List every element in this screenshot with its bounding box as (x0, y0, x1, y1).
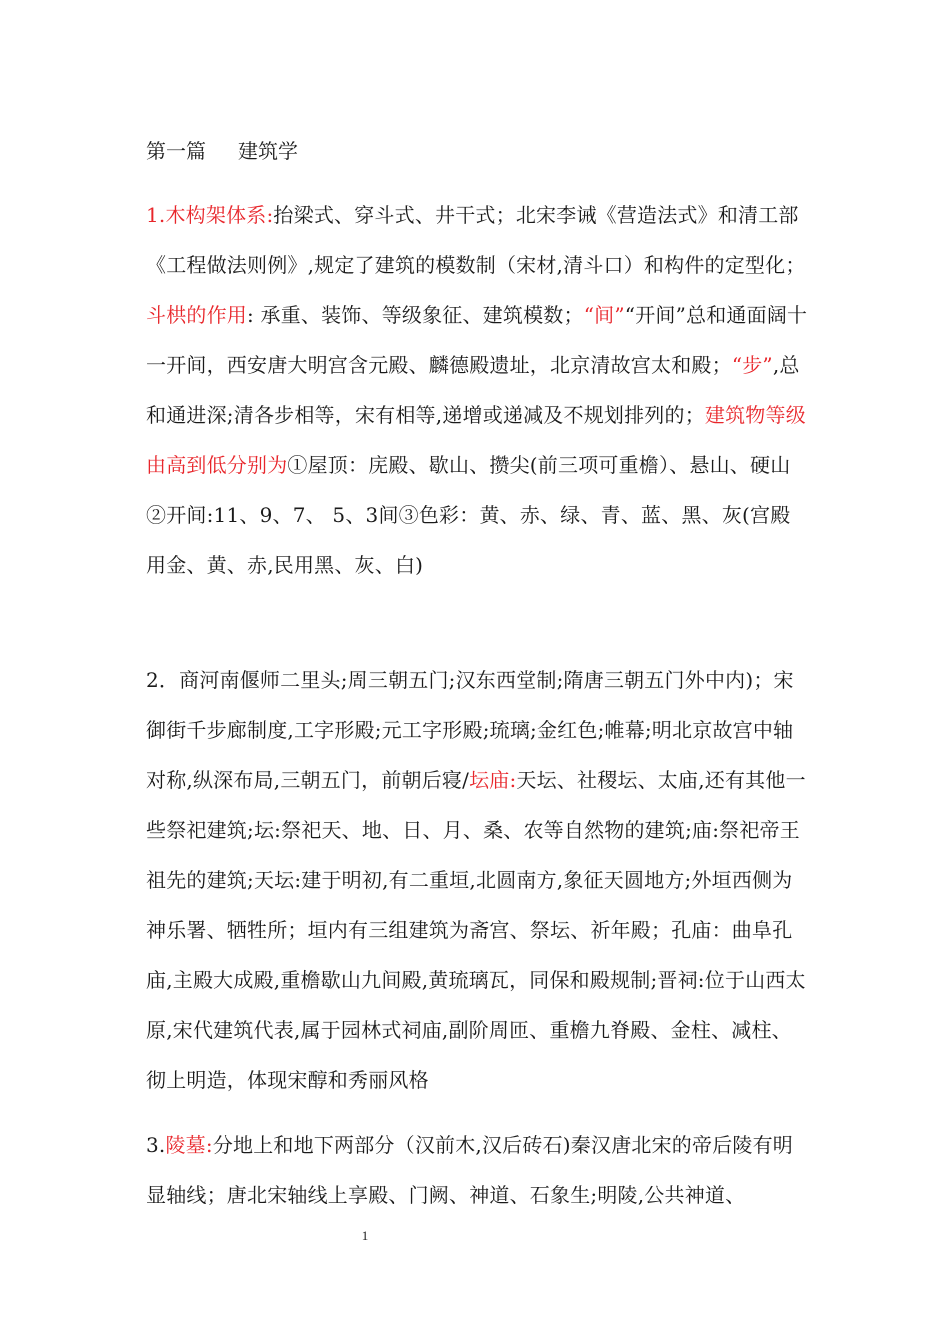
highlighted-term: “步” (731, 353, 773, 377)
highlighted-term: 1.木构架体系: (146, 203, 274, 227)
body-text: 抬梁式、穿斗式、井干式；北宋李诫《营造法式》和清工部《工程做法则例》,规定了建筑的模数制（宋材,清斗口）和构件的定型化； (146, 203, 806, 277)
body-text: ,总和通进深;清各步相等，宋有相等,递增或递减及不规划排列的； (146, 353, 800, 427)
body-text: ①屋顶：庑殿、歇山、攒尖(前三项可重檐）、悬山、硬山②开间:11、9、7、 5、3间③色彩：黄、赤、绿、青、蓝、黑、灰(宫殿用金、黄、赤,民用黑、灰、白) (146, 453, 791, 577)
body-text: : 承重、装饰、等级象征、建筑模数； (247, 303, 584, 327)
paragraph-tombs (146, 1120, 810, 1220)
paragraph-wood-frame (146, 190, 810, 590)
body-text: 2．商河南偃师二里头;周三朝五门;汉东西堂制;隋唐三朝五门外中内)；宋御街千步廊制度,工字形殿;元工字形殿;琉璃;金红色;帷幕;明北京故宫中轴对称,纵深布局,三朝五门，前朝后寝/ (146, 668, 794, 792)
highlighted-term: 斗栱的作用 (146, 303, 247, 327)
chapter-title: 建筑学 (238, 139, 298, 163)
highlighted-term: “间” (583, 303, 625, 327)
body-text: 天坛、社稷坛、太庙,还有其他一些祭祀建筑;坛:祭祀天、地、日、月、桑、农等自然物的建筑;庙:祭祀帝王祖先的建筑;天坛:建于明初,有二重垣,北圆南方,象征天圆地方;外垣西侧为神乐署、牺牲所；垣内有三组建筑为斋宫、祭坛、祈年殿；孔庙：曲阜孔庙,主殿大成殿,重檐歇山九间殿,黄琉璃瓦，同保和殿规制;晋祠:位于山西太原,宋代建筑代表,属于园林式祠庙,副阶周匝、重檐九脊殿、金柱、减柱、彻上明造，体现宋醇和秀丽风格 (146, 768, 806, 1092)
highlighted-term: 坛庙: (469, 768, 517, 792)
chapter-heading (146, 136, 298, 166)
highlighted-term: 陵墓: (165, 1133, 213, 1157)
body-text: 3. (146, 1133, 166, 1157)
body-text: “开间”总和通面阔十一开间，西安唐大明宫含元殿、麟德殿遗址，北京清故宫太和殿； (146, 303, 808, 377)
highlighted-term: 建筑物等级由高到低分别为 (146, 403, 806, 477)
chapter-part: 第一篇 (146, 139, 206, 163)
body-text: 分地上和地下两部分（汉前木,汉后砖石)秦汉唐北宋的帝后陵有明显轴线；唐北宋轴线上享殿、门阙、神道、石象生;明陵,公共神道、 (146, 1133, 793, 1207)
page-number: 1 (361, 1228, 369, 1243)
paragraph-palaces-temples (146, 655, 810, 1105)
